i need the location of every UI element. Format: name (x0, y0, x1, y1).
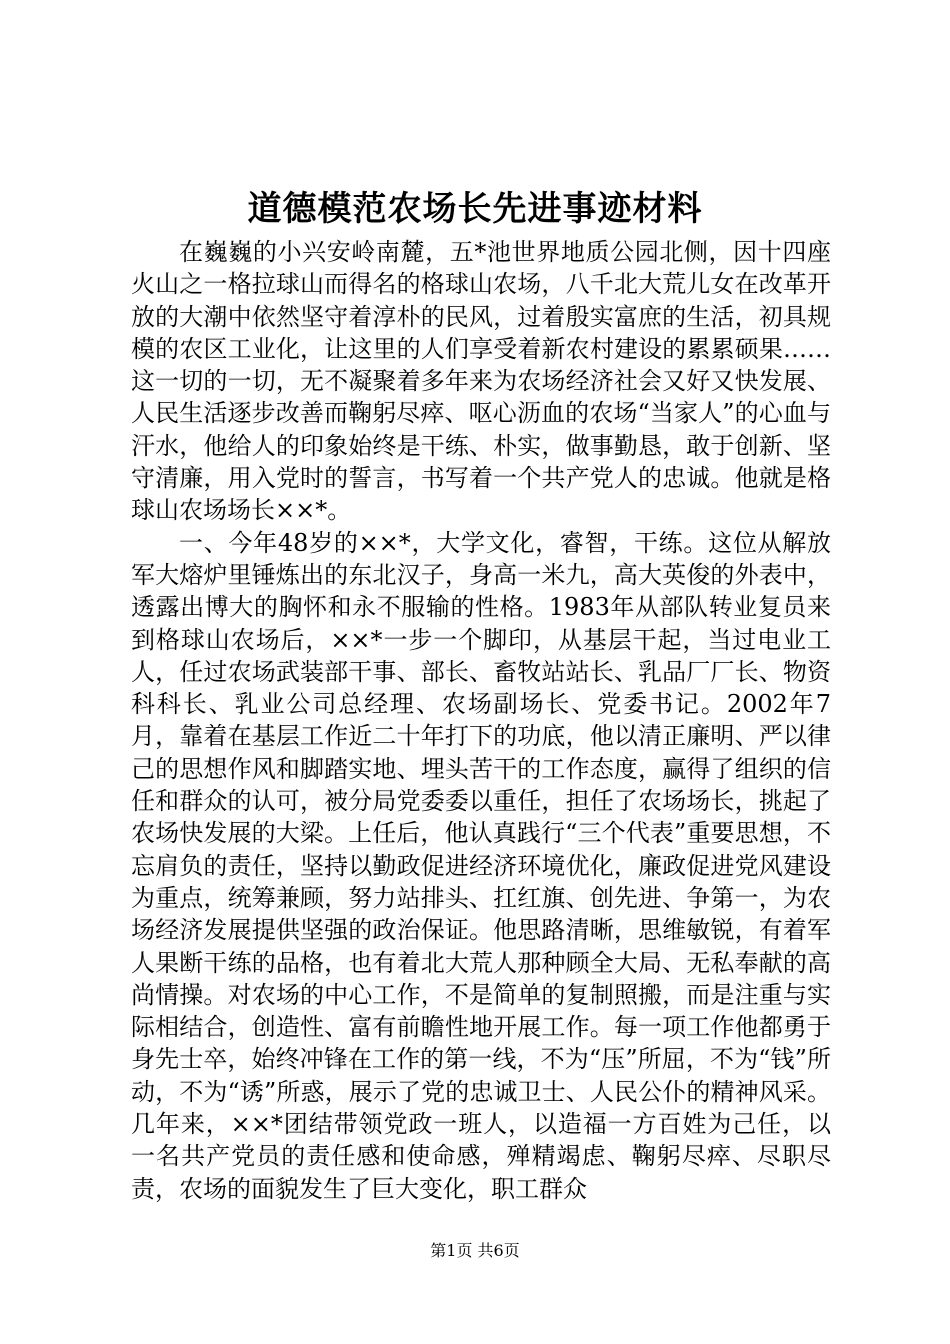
page-footer: 第1页 共6页 (430, 1241, 520, 1260)
paragraph-2: 一、今年48岁的××*，大学文化，睿智，干练。这位从解放军大熔炉里锤炼出的东北汉子，身高一米九，高大英俊的外表中，透露出博大的胸怀和永不服输的性格。1983年从部队转业复员来到格球山农场后，××*一步一个脚印，从基层干起，当过电业工人，任过农场武装部干事、部长、畜牧站站长、乳品厂厂长、物资科科长、乳业公司总经理、农场副场长、党委书记。2002年7月，靠着在基层工作近二十年打下的功底，他以清正廉明、严以律己的思想作风和脚踏实地、埋头苦干的工作态度，赢得了组织的信任和群众的认可，被分局党委委以重任，担任了农场场长，挑起了农场快发展的大梁。上任后，他认真践行“三个代表”重要思想，不忘肩负的责任，坚持以勤政促进经济环境优化，廉政促进党风建设为重点，统筹兼顾，努力站排头、扛红旗、创先进、争第一，为农场经济发展提供坚强的政治保证。他思路清晰，思维敏锐，有着军人果断干练的品格，也有着北大荒人那种顾全大局、无私奉献的高尚情操。对农场的中心工作，不是简单的复制照搬，而是注重与实际相结合，创造性、富有前瞻性地开展工作。每一项工作他都勇于身先士卒，始终冲锋在工作的第一线，不为“压”所屈，不为“钱”所动，不为“诱”所惑，展示了党的忠诚卫士、人民公仆的精神风采。几年来，××*团结带领党政一班人，以造福一方百姓为己任，以一名共产党员的责任感和使命感，殚精竭虑、鞠躬尽瘁、尽职尽责，农场的面貌发生了巨大变化，职工群众 (131, 528, 831, 1203)
document-body (131, 236, 831, 1205)
document-title: 道德模范农场长先进事迹材料 (247, 189, 703, 229)
paragraph-1: 在巍巍的小兴安岭南麓，五*池世界地质公园北侧，因十四座火山之一格拉球山而得名的格球山农场，八千北大荒儿女在改革开放的大潮中依然坚守着淳朴的民风，过着殷实富庶的生活，初具规模的农区工业化，让这里的人们享受着新农村建设的累累硕果……这一切的一切，无不凝聚着多年来为农场经济社会又好又快发展、人民生活逐步改善而鞠躬尽瘁、呕心沥血的农场“当家人”的心血与汗水，他给人的印象始终是干练、朴实，做事勤恳，敢于创新、坚守清廉，用入党时的誓言，书写着一个共产党人的忠诚。他就是格球山农场场长××*。 (131, 238, 831, 525)
